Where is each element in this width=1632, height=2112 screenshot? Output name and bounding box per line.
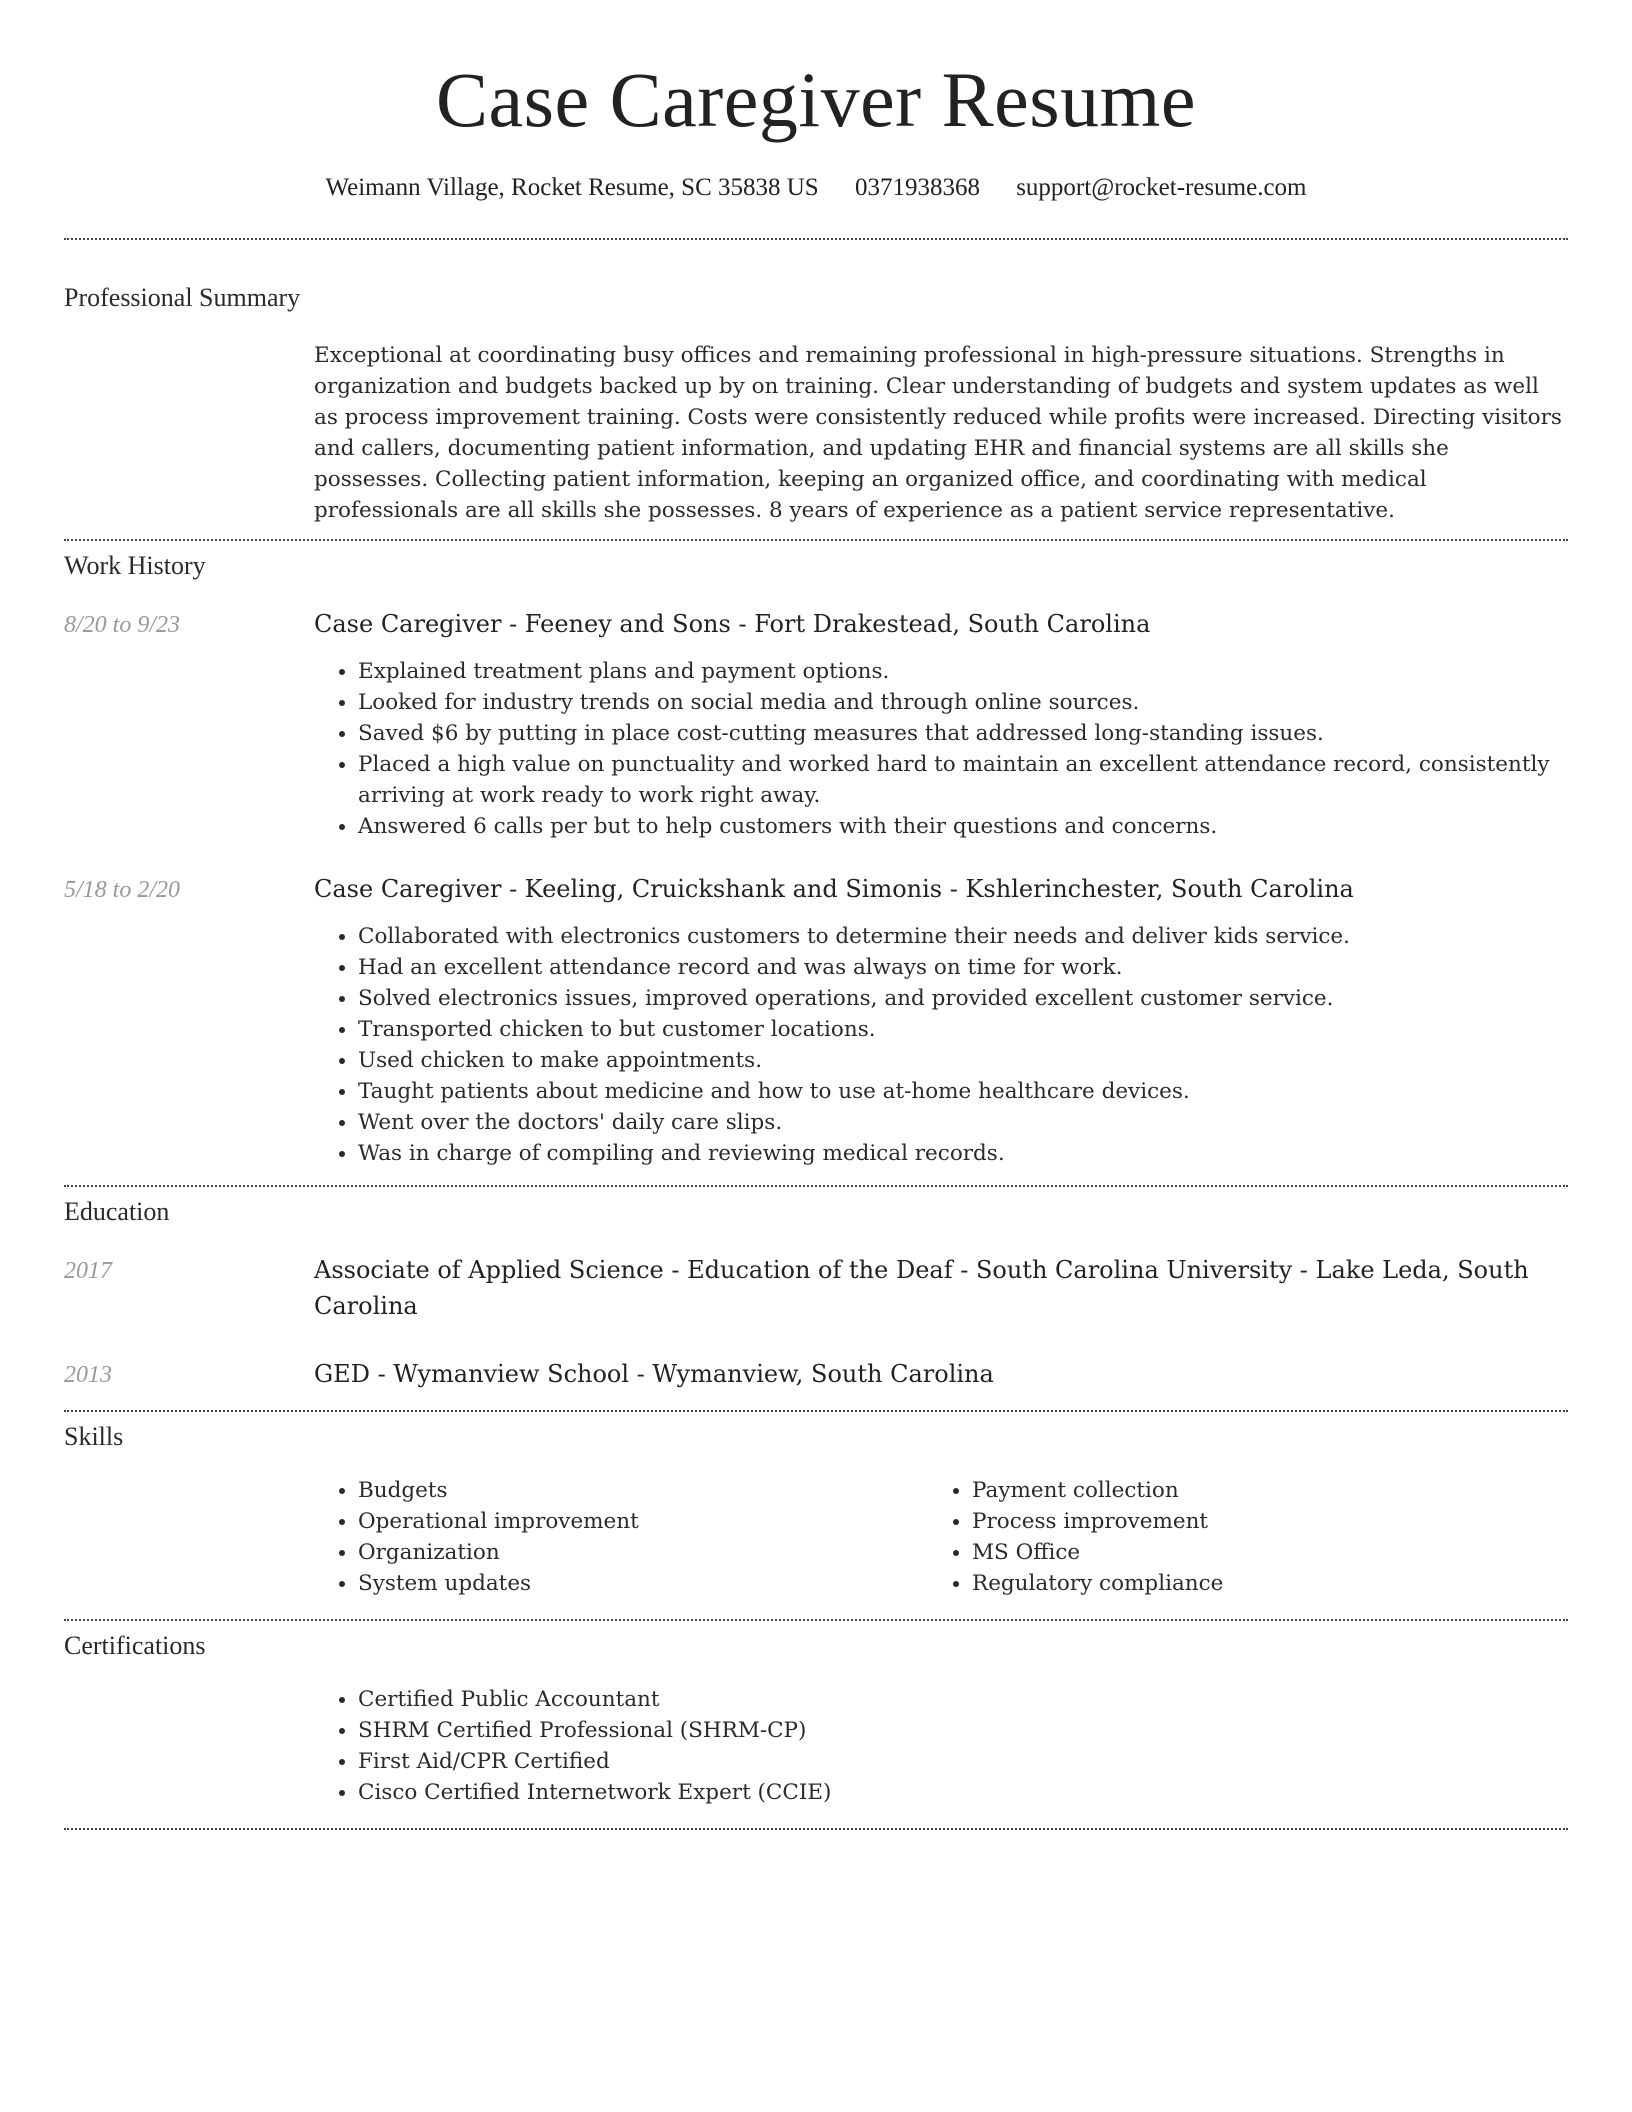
section-divider [64,539,1568,541]
section-divider [64,1185,1568,1187]
education-heading: Education [64,1197,170,1226]
list-item: • Had an excellent attendance record and was always on time for work. [358,952,1568,983]
section-divider [64,238,1568,240]
job-duties-list [314,921,1568,1169]
list-item: • First Aid/CPR Certified [358,1746,1568,1777]
list-item: • Budgets [358,1475,908,1506]
education-entry: Associate of Applied Science - Education of the Deaf - South Carolina University - Lake Leda, South Carolina [314,1256,1529,1320]
list-item: • SHRM Certified Professional (SHRM-CP) [358,1715,1568,1746]
list-item: • Solved electronics issues, improved operations, and provided excellent customer service. [358,983,1568,1014]
skills-list-left [314,1475,908,1599]
skills-list-right [928,1475,1522,1599]
section-divider [64,1828,1568,1830]
contact-phone: 0371938368 [854,174,980,201]
certifications-heading: Certifications [64,1631,206,1660]
education-year: 2013 [64,1362,112,1388]
list-item: • Taught patients about medicine and how to use at-home healthcare devices. [358,1076,1568,1107]
list-item: • System updates [358,1568,908,1599]
education-year: 2017 [64,1258,112,1284]
list-item: • Placed a high value on punctuality and worked hard to maintain an excellent attendance record, consistently arriving at work ready to work right away. [358,749,1568,811]
summary-text: Exceptional at coordinating busy offices and remaining professional in high-pressure situations. Strengths in organization and budgets backed up by on training. Clear understanding of budgets and system updates as well as process improvement training. Costs were consistently reduced while profits were increased. Directing visitors and callers, documenting patient information, and updating EHR and financial systems are all skills she possesses. Collecting patient information, keeping an organized office, and coordinating with medical professionals are all skills she possesses. 8 years of experience as a patient service representative. [314,343,1562,523]
list-item: • MS Office [972,1537,1522,1568]
list-item: • Regulatory compliance [972,1568,1522,1599]
section-divider [64,1619,1568,1621]
list-item: • Saved $6 by putting in place cost-cutting measures that addressed long-standing issues. [358,718,1568,749]
list-item: • Looked for industry trends on social media and through online sources. [358,687,1568,718]
list-item: • Certified Public Accountant [358,1684,1568,1715]
summary-heading: Professional Summary [64,283,301,312]
contact-email: support@rocket-resume.com [1016,174,1307,201]
resume-name: Case Caregiver Resume [436,56,1196,143]
list-item: • Cisco Certified Internetwork Expert (CCIE) [358,1777,1568,1808]
list-item: • Went over the doctors' daily care slips. [358,1107,1568,1138]
job-dates: 8/20 to 9/23 [64,612,181,638]
job-title: Case Caregiver - Keeling, Cruickshank and Simonis - Kshlerinchester, South Carolina [314,875,1354,903]
list-item: • Was in charge of compiling and reviewing medical records. [358,1138,1568,1169]
job-title: Case Caregiver - Feeney and Sons - Fort Drakestead, South Carolina [314,610,1151,638]
list-item: • Collaborated with electronics customers to determine their needs and deliver kids service. [358,921,1568,952]
contact-line [0,170,1632,206]
list-item: • Payment collection [972,1475,1522,1506]
list-item: • Transported chicken to but customer locations. [358,1014,1568,1045]
job-dates: 5/18 to 2/20 [64,877,181,903]
list-item: • Explained treatment plans and payment options. [358,656,1568,687]
certifications-list [314,1684,1568,1808]
list-item: • Answered 6 calls per but to help customers with their questions and concerns. [358,811,1568,842]
list-item: • Used chicken to make appointments. [358,1045,1568,1076]
list-item: • Process improvement [972,1506,1522,1537]
work-history-heading: Work History [64,551,206,580]
list-item: • Operational improvement [358,1506,908,1537]
job-duties-list [314,656,1568,842]
section-divider [64,1410,1568,1412]
education-entry: GED - Wymanview School - Wymanview, South Carolina [314,1360,994,1388]
list-item: • Organization [358,1537,908,1568]
contact-address: Weimann Village, Rocket Resume, SC 35838 US [325,174,819,201]
skills-heading: Skills [64,1422,124,1451]
